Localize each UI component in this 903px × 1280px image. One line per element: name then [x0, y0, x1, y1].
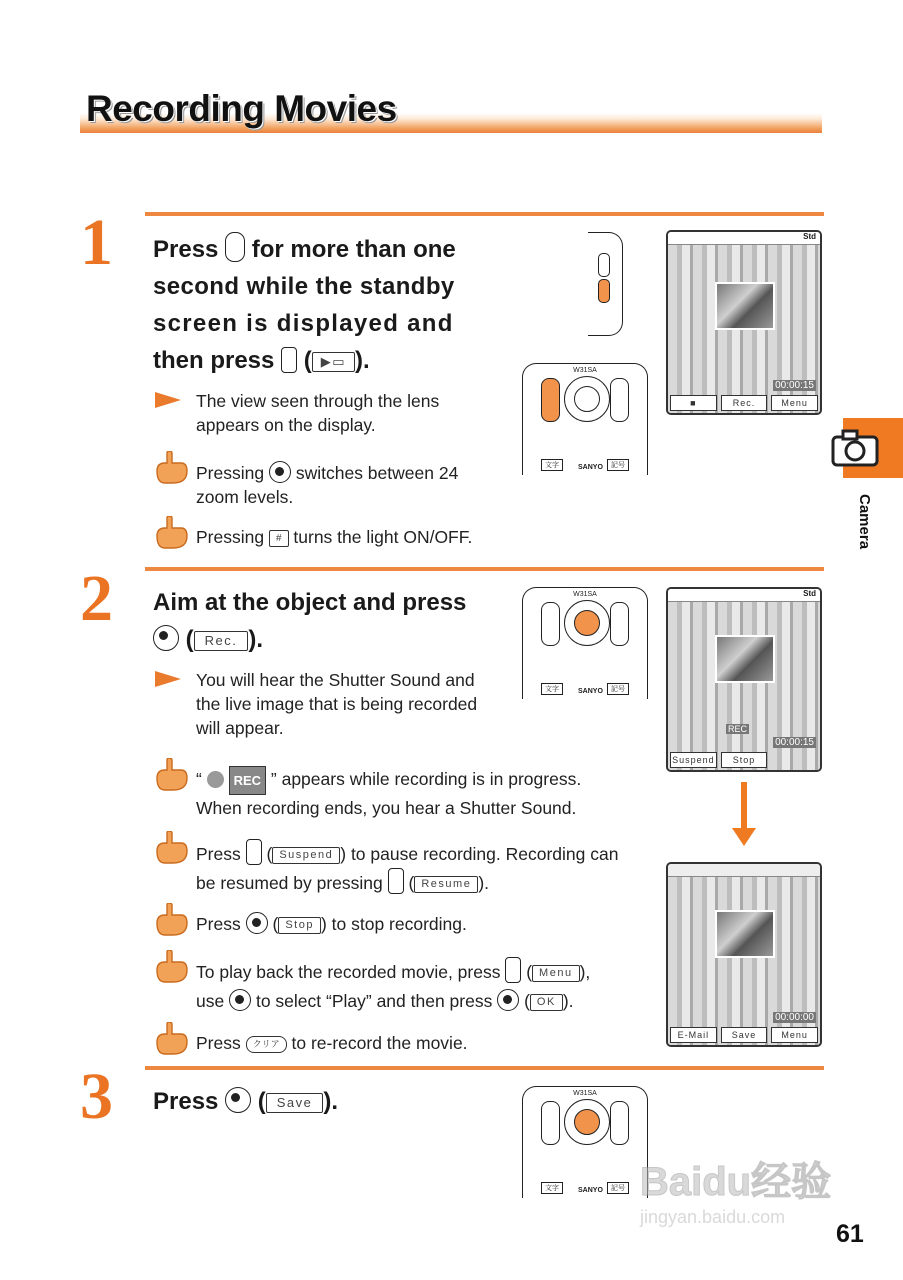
- arrow-bullet-icon: [155, 392, 181, 408]
- rec-dot-icon: [207, 771, 224, 788]
- step-1-note-lens: The view seen through the lens appears on the display.: [196, 391, 440, 435]
- camera-icon: [831, 429, 881, 467]
- pound-key-icon: #: [269, 530, 289, 547]
- step-3-heading: Press ( Save ).: [153, 1088, 339, 1115]
- screen-1-softkey-menu: Menu: [771, 395, 818, 411]
- center-key-highlight: [574, 1109, 600, 1135]
- screen-2-softkey-stop: Stop: [721, 752, 768, 768]
- hand-hint-icon: [153, 831, 189, 870]
- clear-key-icon: クリア: [246, 1036, 287, 1053]
- camera-side-tab: [843, 418, 903, 478]
- phone-keypad-3: W31SA 文字 SANYO 記号: [522, 1086, 648, 1198]
- rec-badge: REC: [229, 766, 266, 795]
- step-2-heading: Aim at the object and press ( Rec. ).: [153, 589, 467, 653]
- phone-side-view: [588, 232, 623, 336]
- step-number-2: 2: [80, 562, 113, 635]
- screen-1-softkey-camera: ■: [670, 395, 717, 411]
- step-number-3: 3: [80, 1060, 113, 1133]
- step-2-hint-playback: To play back the recorded movie, press ( Menu ), use to select “Play” and then press ( OK ).: [196, 957, 641, 1016]
- center-key-icon: [497, 989, 519, 1011]
- step-1-heading: Press for more than one second while the standby screen is displayed and then press ( ▶▭ ).: [153, 231, 483, 379]
- page-number: 61: [836, 1220, 864, 1248]
- screen-1-softkey-rec: Rec.: [721, 395, 768, 411]
- side-tab-label: Camera: [856, 494, 873, 550]
- step-2-rule: [145, 567, 824, 571]
- left-soft-key-icon: [388, 868, 404, 894]
- page-title: Recording Movies: [86, 88, 397, 129]
- hand-hint-icon: [153, 903, 189, 942]
- step-1-hint-zoom: Pressing switches between 24 zoom levels.: [196, 463, 459, 507]
- center-key-icon: [225, 1087, 251, 1113]
- hand-hint-icon: [153, 950, 189, 989]
- center-key-icon: [153, 625, 179, 651]
- screen-3-softkey-save: Save: [721, 1027, 768, 1043]
- camera-screen-standby: Std 00:00:15 ■ Rec. Menu: [666, 230, 822, 415]
- screen-3-softkey-email: E-Mail: [670, 1027, 717, 1043]
- screen-3-softkey-menu: Menu: [771, 1027, 818, 1043]
- step-2-hint-suspend: Press ( Suspend ) to pause recording. Recording can be resumed by pressing ( Resume ).: [196, 839, 636, 897]
- movie-mode-icon: ▶▭: [312, 352, 355, 372]
- hand-hint-icon: [153, 1022, 189, 1061]
- left-soft-key-icon: [246, 839, 262, 865]
- camera-side-key: [598, 279, 610, 303]
- step-number-1: 1: [80, 206, 113, 279]
- arrow-bullet-icon: [155, 671, 181, 687]
- step-2-hint-stop: Press ( Stop ) to stop recording.: [196, 914, 467, 934]
- camera-side-key-icon: [225, 232, 245, 262]
- phone-keypad-2: W31SA 文字 SANYO 記号: [522, 587, 648, 699]
- phone-keypad-1: W31SA 文字 SANYO 記号: [522, 363, 648, 475]
- center-key-icon: [246, 912, 268, 934]
- screen-2-softkey-suspend: Suspend: [670, 752, 717, 768]
- camera-screen-recording: Std REC 00:00:15 Suspend Stop: [666, 587, 822, 772]
- left-soft-key-icon: [505, 957, 521, 983]
- hand-hint-icon: [153, 516, 189, 555]
- baidu-watermark: Baidu经验 jingyan.baidu.com: [640, 1160, 832, 1227]
- center-key-highlight: [574, 610, 600, 636]
- step-1-hint-light: Pressing # turns the light ON/OFF.: [196, 527, 473, 547]
- camera-screen-finished: 00:00:00 E-Mail Save Menu: [666, 862, 822, 1047]
- nav-key-updown-icon: [229, 989, 251, 1011]
- left-soft-key-icon: [281, 347, 297, 373]
- step-2-note-shutter: You will hear the Shutter Sound and the live image that is being recorded will appear.: [196, 670, 478, 738]
- nav-key-updown-icon: [269, 461, 291, 483]
- down-arrow-shaft: [741, 782, 747, 830]
- hand-hint-icon: [153, 758, 189, 797]
- hand-hint-icon: [153, 451, 189, 490]
- step-1-rule: [145, 212, 824, 216]
- step-3-rule: [145, 1066, 824, 1070]
- step-2-hint-rec: “ REC ” appears while recording is in progress. When recording ends, you hear a Shutter Sound.: [196, 766, 636, 822]
- left-soft-key-highlight: [541, 378, 560, 422]
- step-2-hint-rerecord: Press クリア to re-record the movie.: [196, 1033, 468, 1053]
- down-arrow-icon: [732, 828, 756, 846]
